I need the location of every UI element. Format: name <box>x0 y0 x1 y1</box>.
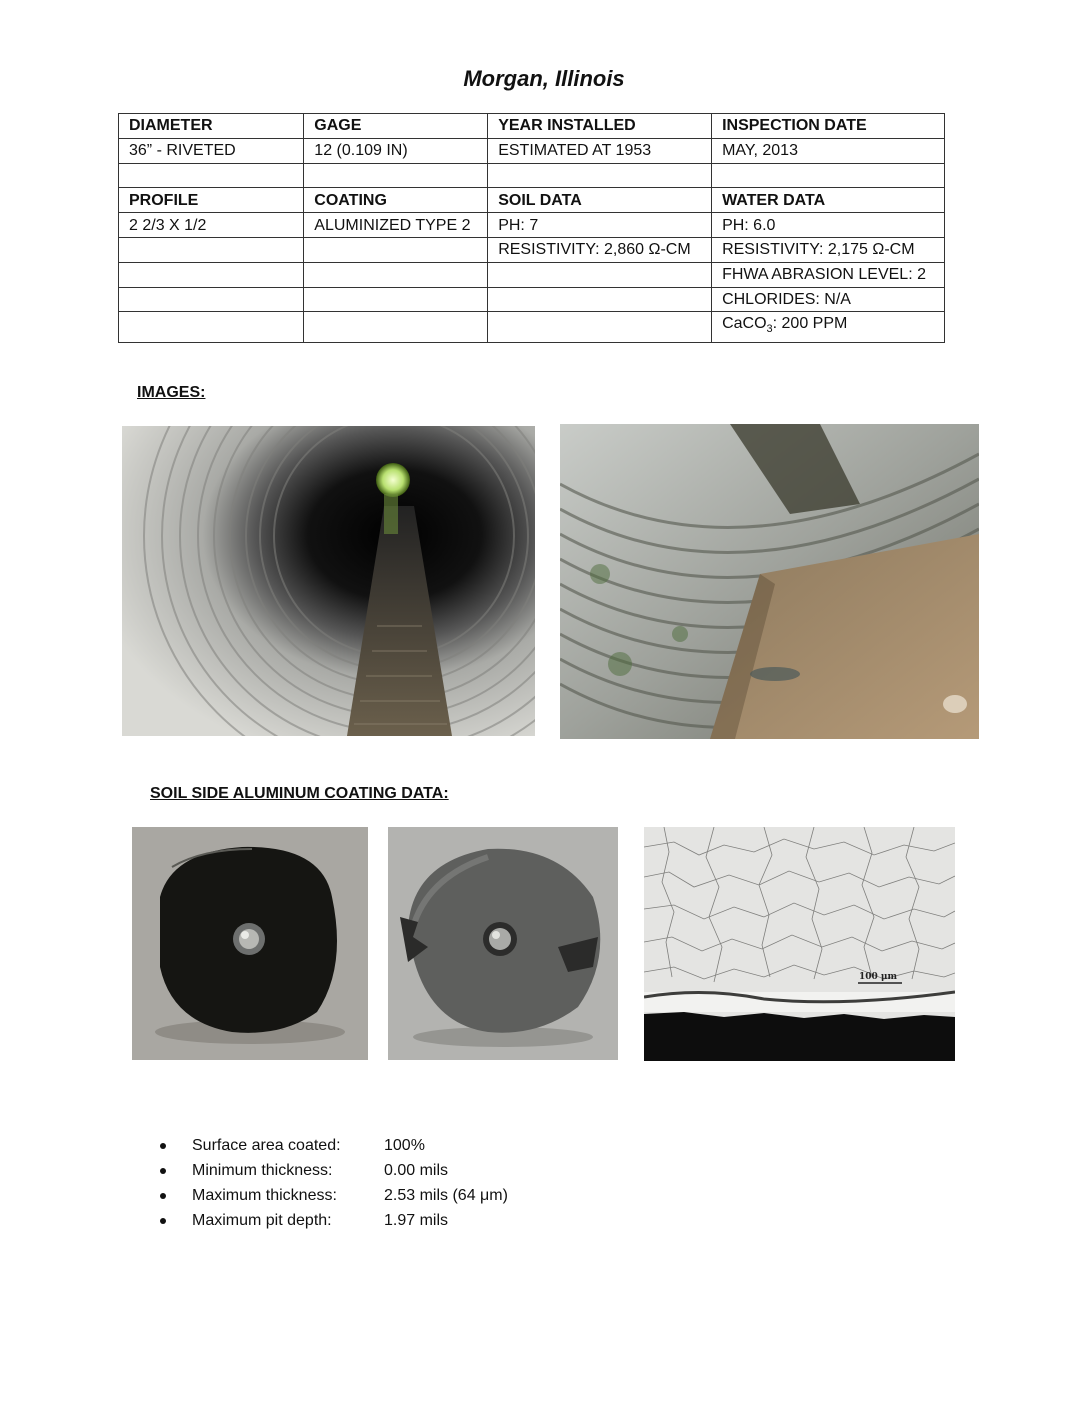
culvert-outlet-photo <box>560 424 979 739</box>
diameter-value: 36” - RIVETED <box>119 138 304 163</box>
soil-data-header: SOIL DATA <box>488 188 712 213</box>
table-row <box>119 114 945 139</box>
max-pit-depth-value: 1.97 mils <box>384 1212 449 1229</box>
empty-cell <box>119 163 304 188</box>
table-row <box>119 287 945 312</box>
inspection-date-value: MAY, 2013 <box>712 138 945 163</box>
coating-sample-photo-1 <box>132 827 368 1060</box>
table-row <box>119 213 945 238</box>
chlorides-value: CHLORIDES: N/A <box>712 287 945 312</box>
micrograph-scale-label: 100 μm <box>859 972 898 982</box>
empty-cell <box>488 163 712 188</box>
coating-sample-photo-2 <box>388 827 618 1060</box>
empty-cell <box>488 262 712 287</box>
images-heading: IMAGES: <box>137 384 206 401</box>
surface-area-label: Surface area coated: <box>192 1137 341 1154</box>
table-row <box>119 237 945 262</box>
page-title: Morgan, Illinois <box>463 66 625 91</box>
gage-header: GAGE <box>304 114 488 139</box>
water-ph-value: PH: 6.0 <box>712 213 945 238</box>
year-installed-header: YEAR INSTALLED <box>488 114 712 139</box>
empty-cell <box>119 287 304 312</box>
empty-cell <box>119 237 304 262</box>
surface-area-value: 100% <box>384 1137 425 1154</box>
diameter-header: DIAMETER <box>119 114 304 139</box>
bullet-icon <box>160 1218 166 1224</box>
coating-micrograph <box>644 827 955 1061</box>
empty-cell <box>712 163 945 188</box>
empty-cell <box>304 312 488 342</box>
profile-header: PROFILE <box>119 188 304 213</box>
empty-cell <box>304 262 488 287</box>
table-row <box>119 262 945 287</box>
empty-cell <box>119 312 304 342</box>
empty-cell <box>304 163 488 188</box>
coating-header: COATING <box>304 188 488 213</box>
profile-value: 2 2/3 X 1/2 <box>119 213 304 238</box>
min-thickness-value: 0.00 mils <box>384 1162 449 1179</box>
bullet-icon <box>160 1168 166 1174</box>
water-data-header: WATER DATA <box>712 188 945 213</box>
empty-cell <box>488 312 712 342</box>
max-thickness-label: Maximum thickness: <box>192 1187 337 1204</box>
table-row <box>119 138 945 163</box>
max-pit-depth-label: Maximum pit depth: <box>192 1212 332 1229</box>
empty-cell <box>304 237 488 262</box>
empty-cell <box>304 287 488 312</box>
water-resistivity-value: RESISTIVITY: 2,175 Ω-CM <box>712 237 945 262</box>
bullet-icon <box>160 1193 166 1199</box>
year-installed-value: ESTIMATED AT 1953 <box>488 138 712 163</box>
gage-value: 12 (0.109 IN) <box>304 138 488 163</box>
table-row <box>119 163 945 188</box>
soil-resistivity-value: RESISTIVITY: 2,860 Ω-CM <box>488 237 712 262</box>
empty-cell <box>119 262 304 287</box>
bullet-icon <box>160 1143 166 1149</box>
caco3-value: CaCO$_3$: 200 PPM <box>712 312 945 342</box>
culvert-interior-photo <box>122 426 535 736</box>
abrasion-level-value: FHWA ABRASION LEVEL: 2 <box>712 262 945 287</box>
inspection-date-header: INSPECTION DATE <box>712 114 945 139</box>
coating-value: ALUMINIZED TYPE 2 <box>304 213 488 238</box>
max-thickness-value: 2.53 mils (64 μm) <box>384 1187 508 1204</box>
table-row <box>119 188 945 213</box>
culvert-spec-table <box>118 113 945 343</box>
table-row <box>119 312 945 342</box>
min-thickness-label: Minimum thickness: <box>192 1162 333 1179</box>
soil-ph-value: PH: 7 <box>488 213 712 238</box>
coating-data-heading: SOIL SIDE ALUMINUM COATING DATA: <box>150 785 449 802</box>
empty-cell <box>488 287 712 312</box>
